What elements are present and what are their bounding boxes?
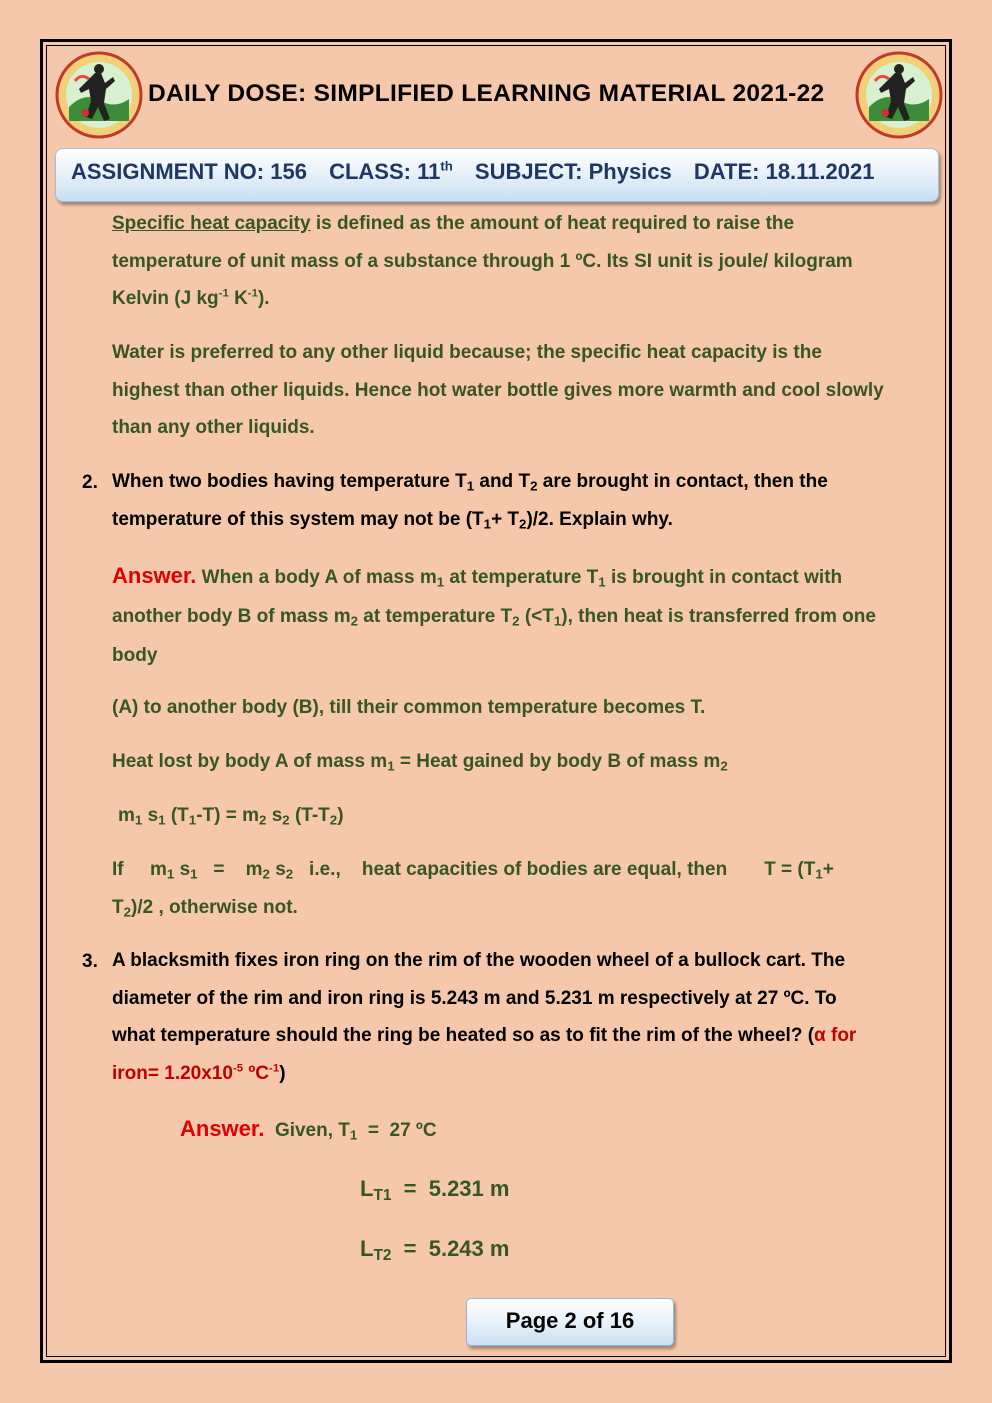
answer-2-conclusion: If $m_1$ $s_1$ = $m_2$ $s_2$ i.e., heat capacities of bodies are equal, then $T = (T_1+ T_2)/2$ , otherwise not. xyxy=(112,859,840,919)
assignment-number: ASSIGNMENT NO: 156 xyxy=(71,159,307,184)
school-logo-right xyxy=(855,51,943,139)
answer-2-line-3: Heat lost by body A of mass $m_1$ = Heat gained by body B of mass $m_2$ xyxy=(112,751,728,774)
answer-3-given: Answer. Given, $T_1 = 27$ ºC xyxy=(180,1116,437,1143)
length-t1: $L_{T1} = 5.231$ m xyxy=(360,1176,510,1204)
page-number: Page 2 of 16 xyxy=(466,1298,674,1346)
assignment-bar xyxy=(55,148,939,202)
date-label: DATE: 18.11.2021 xyxy=(693,159,875,184)
header-title: DAILY DOSE: SIMPLIFIED LEARNING MATERIAL 2021-22 xyxy=(148,80,825,107)
question-2-text: When two bodies having temperature $T_1$ and $T_2$ are brought in contact, then the temperature of this system may not be $(T_1+ T_2)/2$. Explain why. xyxy=(112,471,828,531)
subject-label: SUBJECT: Physics xyxy=(474,159,672,184)
question-3-text: A blacksmith fixes iron ring on the rim of the wooden wheel of a bullock cart. The diameter of the rim and iron ring is 5.243 m and 5.231 m respectively at 27 ºC. To what temperature should the ring be heated so as to fit the rim of the wheel? (α for iron= $1.20x10^{-5}$ ºC$^{-1}$) xyxy=(112,950,857,1084)
equation-heat-balance: $m_1$ $s_1$ $(T_1-T) = m_2$ $s_2$ $(T-T_2)$ xyxy=(118,805,344,828)
definition-paragraph: Specific heat capacity is defined as the amount of heat required to raise the temperature of unit mass of a substance through 1 ºC. Its SI unit is joule/ kilogram Kelvin (J $kg^{-1}$ $K^{-1}$). xyxy=(112,213,853,309)
question-2-number: 2. xyxy=(82,472,98,493)
water-paragraph: Water is preferred to any other liquid because; the specific heat capacity is the highest than other liquids. Hence hot water bottle gives more warmth and cool slowly than any other liquids. xyxy=(112,342,884,438)
answer-label: Answer. xyxy=(112,563,197,588)
school-logo-left xyxy=(55,51,143,139)
answer-2-text: Answer. When a body A of mass $m_1$ at temperature $T_1$ is brought in contact with another body B of mass $m_2$ at temperature $T_2$ $(<T_1)$, then heat is transferred from one body xyxy=(112,563,876,666)
length-t2: $L_{T2} = 5.243$ m xyxy=(360,1236,510,1264)
answer-2-line-2: (A) to another body (B), till their common temperature becomes T. xyxy=(112,697,706,718)
question-3-number: 3. xyxy=(82,951,98,972)
class-label: CLASS: 11th xyxy=(329,158,453,184)
